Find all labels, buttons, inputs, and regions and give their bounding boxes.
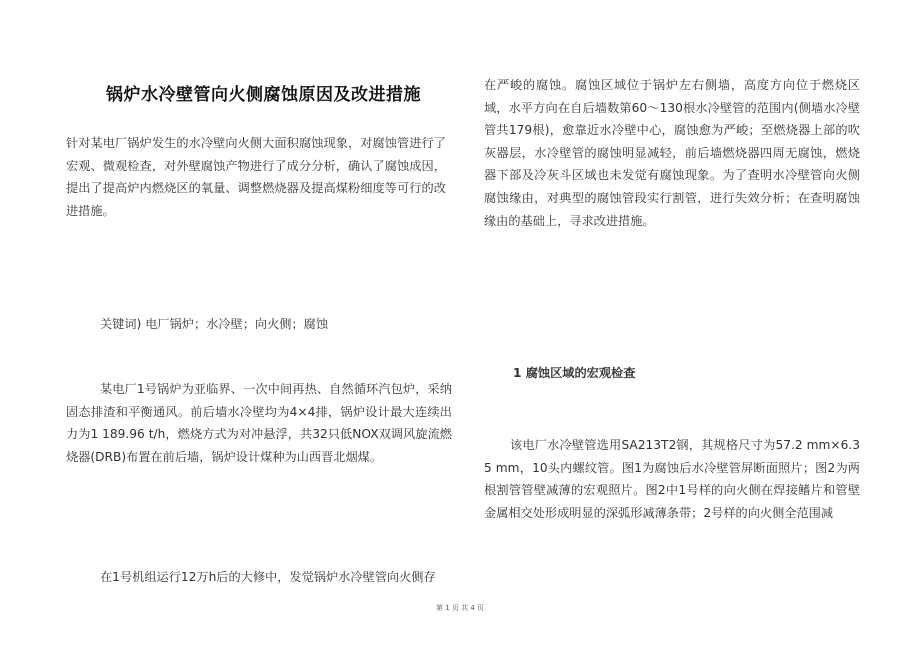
intro-paragraph: 某电厂1号锅炉为亚临界、一次中间再热、自然循环汽包炉，采纳固态排渣和平衡通风。前后墙水冷壁均为4×4排，锅炉设计最大连续出力为1 189.96 t/h，燃烧方式为对冲悬浮，共32只低NOX双调风旋流燃烧器(DRB)布置在前后墙，锅炉设计煤种为山西晋北烟煤。: [66, 382, 452, 464]
page-footer: 第 1 页 共 4 页: [435, 604, 485, 612]
unit1-paragraph-start: 在1号机组运行12万h后的大修中，发觉锅炉水冷壁管向火侧存: [100, 570, 436, 584]
document-title: 锅炉水冷壁管向火侧腐蚀原因及改进措施: [106, 85, 421, 105]
abstract-paragraph: 针对某电厂锅炉发生的水冷壁向火侧大面积腐蚀现象，对腐蚀管进行了宏观、微观检查，对外壁腐蚀产物进行了成分分析，确认了腐蚀成因，提出了提高炉内燃烧区的氧量、调整燃烧器及提高煤粉细度等可行的改进措施。: [66, 136, 446, 218]
inspection-paragraph: 该电厂水冷壁管选用SA213T2钢，其规格尺寸为57.2 mm×6.35 mm，10头内螺纹管。图1为腐蚀后水冷壁管屏断面照片；图2为两根割管管壁减薄的宏观照片。图2中1号样的向火侧在焊接鳍片和管壁金属相交处形成明显的深弧形减薄条带；2号样的向火侧全范围减: [484, 438, 860, 520]
keywords-line: 关键词) 电厂锅炉；水冷壁；向火侧；腐蚀: [100, 317, 329, 331]
section-heading-macro-inspection: 1 腐蚀区域的宏观检查: [513, 366, 636, 380]
unit1-paragraph-continued: 在严峻的腐蚀。腐蚀区域位于锅炉左右侧墙，高度方向位于燃烧区域，水平方向在自后墙数第60～130根水冷壁管的范围内(侧墙水冷壁管共179根)，愈靠近水冷壁中心，腐蚀愈为严峻；至燃烧器上部的吹灰器层，水冷壁管的腐蚀明显减轻，前后墙燃烧器四周无腐蚀，燃烧器下部及冷灰斗区域也未发觉有腐蚀现象。为了查明水冷壁管向火侧腐蚀缘由，对典型的腐蚀管段实行割管，进行失效分析；在查明腐蚀缘由的基础上，寻求改进措施。: [484, 78, 860, 228]
